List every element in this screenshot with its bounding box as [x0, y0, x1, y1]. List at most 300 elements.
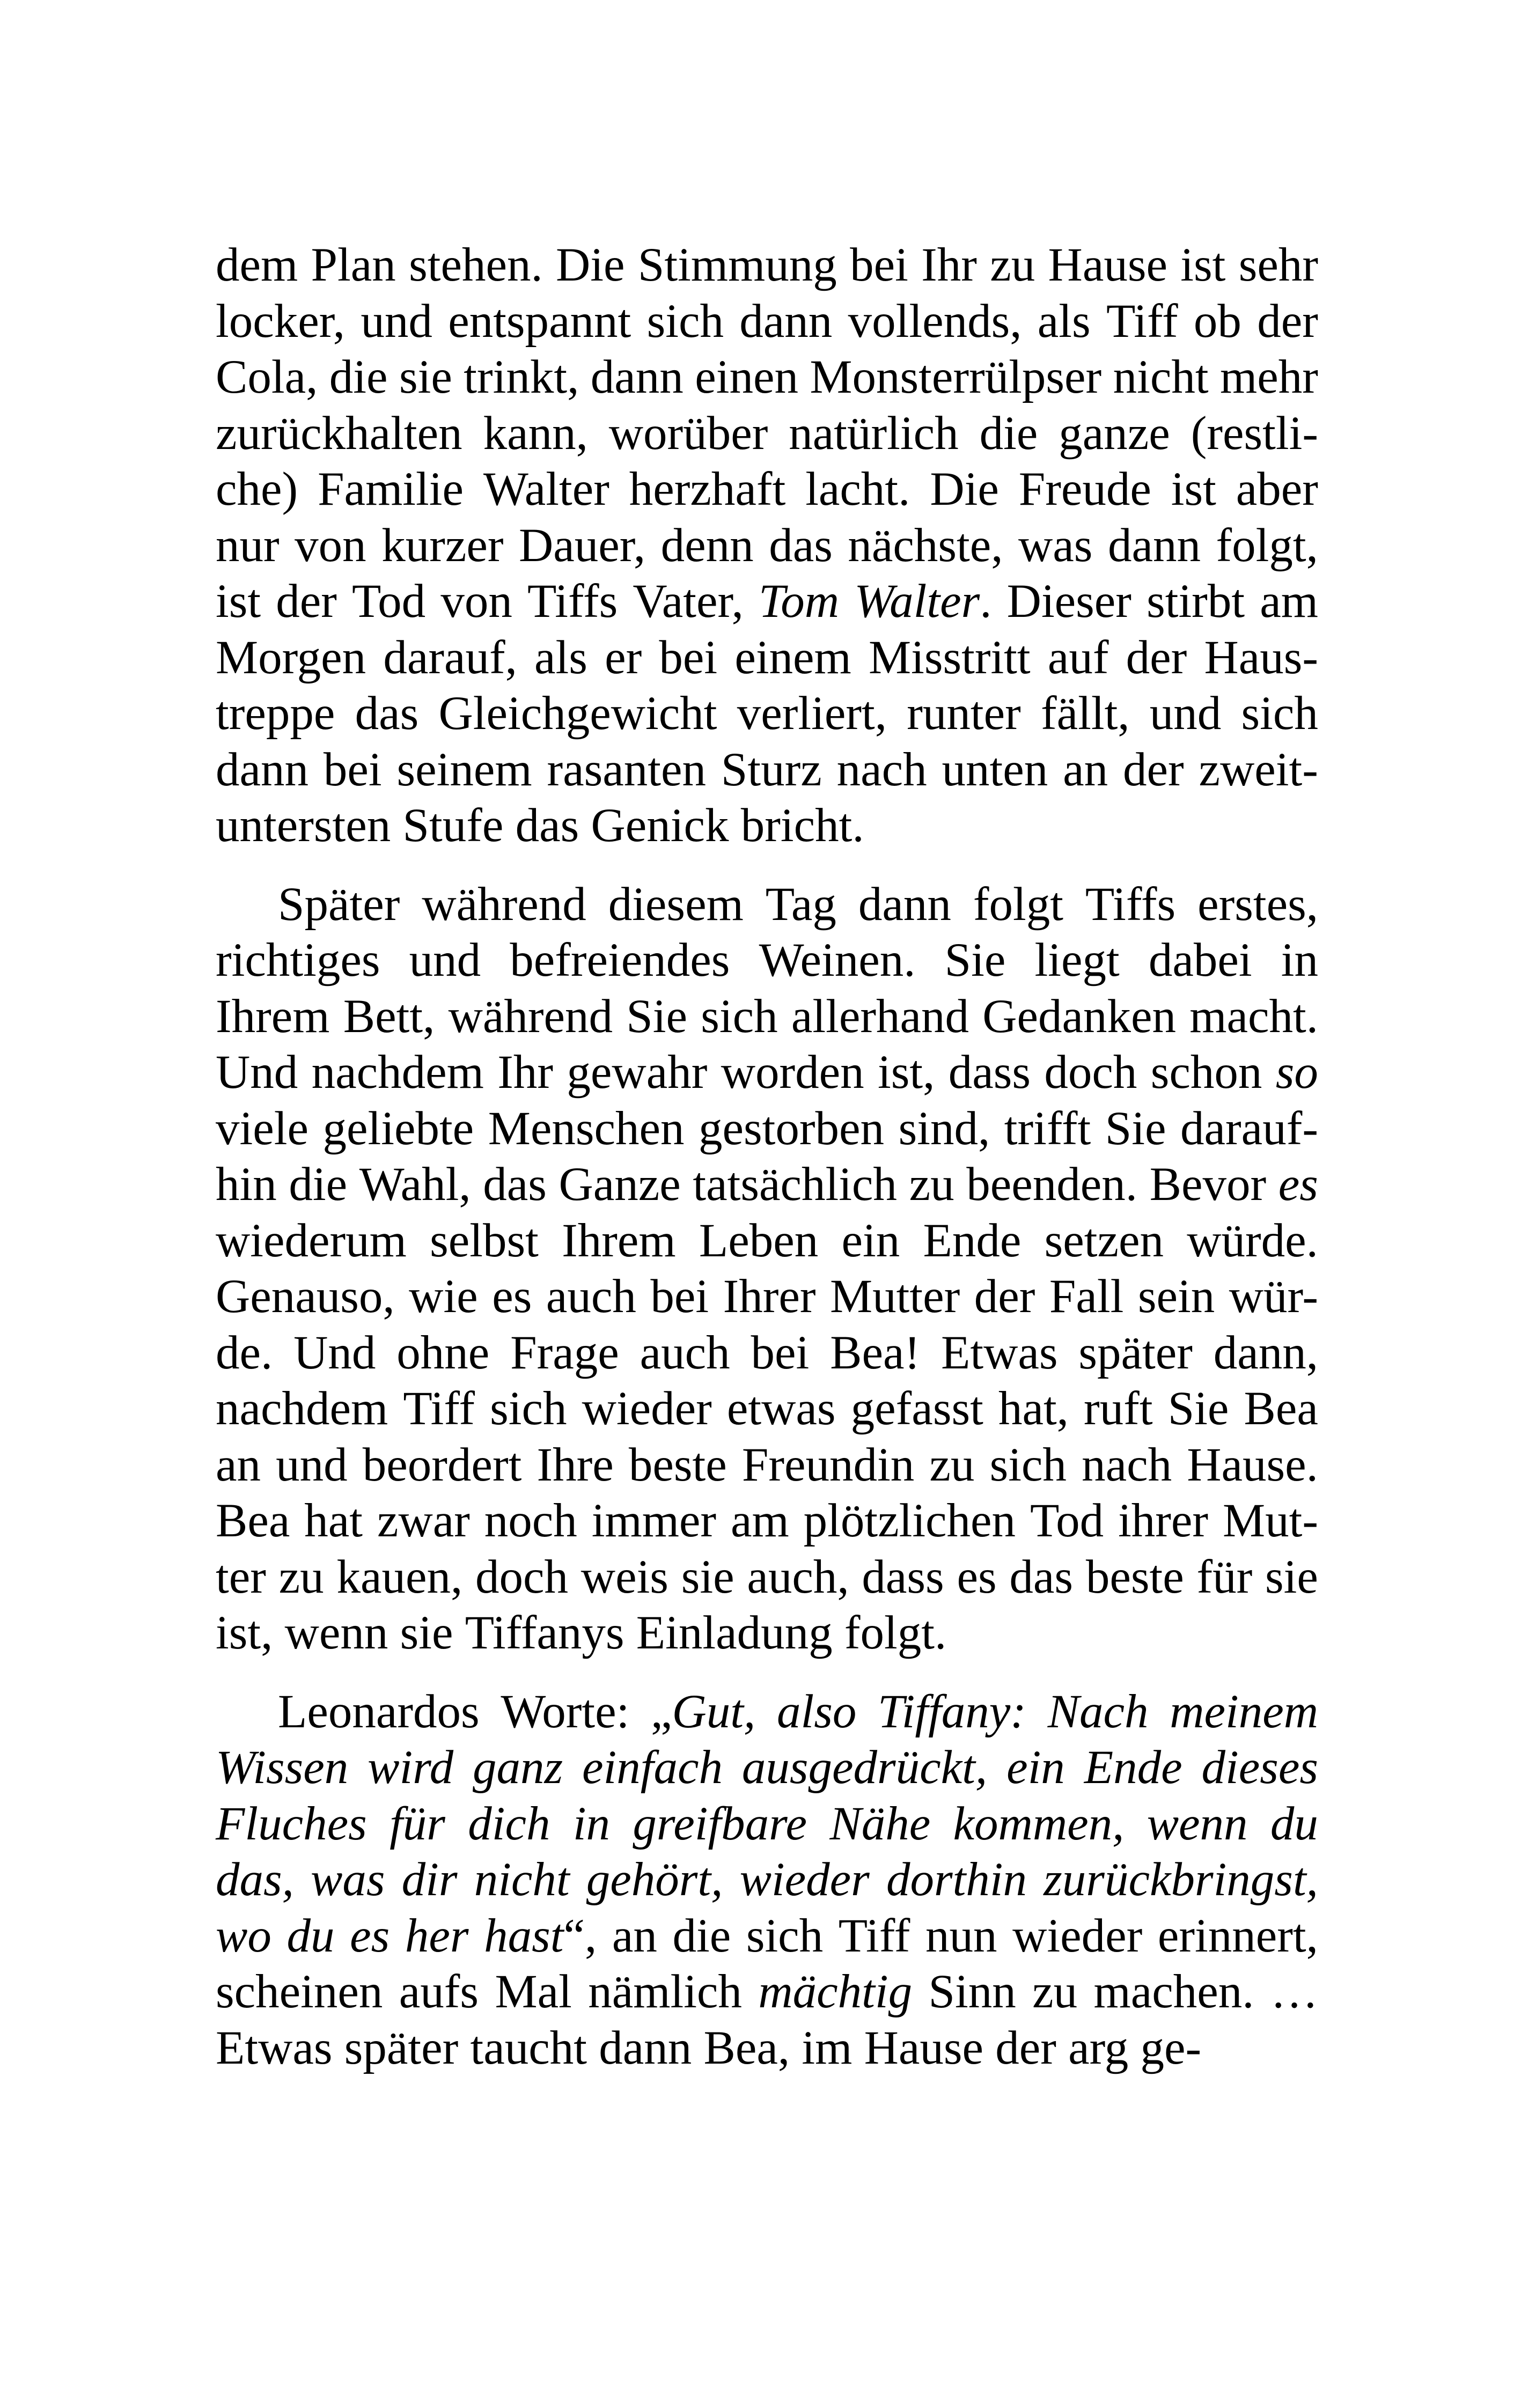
word: das	[515, 799, 579, 852]
word: Genauso,	[216, 1270, 395, 1323]
word: sie	[1265, 1550, 1318, 1603]
word: stehen.	[409, 239, 543, 291]
word: der	[1123, 743, 1184, 796]
word: Ende	[1084, 1741, 1182, 1794]
word: meinem	[1170, 1685, 1318, 1738]
word: ganz	[472, 1741, 563, 1794]
word: auf	[1047, 631, 1109, 684]
word: wo	[216, 1909, 271, 1962]
word: gefasst	[850, 1382, 983, 1435]
word: zurückhalten	[216, 407, 462, 460]
word: dir	[401, 1853, 458, 1906]
word: beste	[628, 1438, 727, 1491]
word: es	[350, 1909, 390, 1962]
word: dieses	[1201, 1741, 1318, 1794]
word: einfach	[582, 1741, 723, 1794]
word: sich	[701, 990, 778, 1043]
word: Fall	[1049, 1270, 1124, 1323]
word: ist	[1171, 463, 1216, 516]
word: Weinen.	[759, 934, 916, 986]
word: die	[979, 407, 1038, 460]
word: entspannt	[448, 294, 631, 348]
word: setzen	[1044, 1214, 1164, 1267]
word: Tag	[765, 878, 836, 931]
text-line	[216, 1269, 1318, 1325]
word: Dieser	[1006, 575, 1131, 628]
word: Morgen	[216, 631, 366, 684]
word: befreiendes	[510, 934, 730, 986]
word: trinkt,	[464, 351, 579, 403]
word: Und	[216, 1046, 298, 1099]
word: runter	[907, 687, 1021, 740]
word: ge-	[1140, 2021, 1202, 2074]
word: Ihrer	[723, 1270, 816, 1323]
word: zu	[278, 1550, 324, 1603]
word: die	[289, 1158, 348, 1211]
word: allerhand	[791, 990, 969, 1043]
word: scheinen	[216, 1965, 383, 2018]
word: ein	[841, 1214, 900, 1267]
word: Familie	[318, 463, 464, 516]
word: Bea,	[703, 2021, 790, 2074]
word: Dauer,	[519, 519, 646, 572]
word: zurückbringst,	[1044, 1853, 1318, 1906]
word: von	[440, 575, 512, 628]
word: worden	[721, 1046, 864, 1099]
word: worüber	[608, 407, 768, 460]
word: herzhaft	[629, 463, 786, 516]
word: in	[1281, 934, 1318, 986]
word: Etwas	[216, 2021, 333, 2074]
text-line	[216, 461, 1318, 518]
word: der	[1257, 294, 1318, 348]
word: Tiffany:	[878, 1685, 1026, 1738]
word: nicht	[474, 1853, 570, 1906]
word: zu	[990, 239, 1035, 291]
word: nämlich	[588, 1965, 742, 2018]
word: während	[422, 878, 586, 931]
word: Sie	[1167, 1382, 1229, 1435]
word: Und	[293, 1326, 376, 1379]
text-line	[216, 1101, 1318, 1157]
word: ganze	[1059, 407, 1170, 460]
word: das	[1009, 1550, 1074, 1603]
word: wiederum	[216, 1214, 407, 1267]
word: folgt.	[844, 1607, 947, 1659]
word: der	[1126, 631, 1187, 684]
word: Tiff	[838, 1909, 910, 1962]
word: als	[534, 631, 587, 684]
word: …	[1270, 1965, 1318, 2018]
word: folgt,	[1216, 519, 1318, 572]
paragraph	[216, 877, 1318, 1661]
word: an	[1063, 743, 1108, 796]
word: (restli-	[1191, 407, 1318, 460]
word: nachdem	[216, 1382, 388, 1435]
word: was	[1018, 519, 1093, 572]
word: einen	[695, 351, 798, 403]
word: während	[448, 990, 613, 1043]
word: bei	[850, 239, 908, 291]
word: plötzlichen	[803, 1494, 1016, 1547]
word: sich	[989, 1438, 1067, 1491]
word: wieder	[1012, 1909, 1143, 1962]
word: das	[769, 519, 833, 572]
word: an	[216, 1438, 261, 1491]
word: Sie	[944, 934, 1006, 986]
word: und	[409, 934, 481, 986]
word: Menschen	[488, 1102, 685, 1155]
text-line	[216, 1852, 1318, 1908]
word: der	[995, 2021, 1056, 2074]
word: Sie	[626, 990, 687, 1043]
word: sich	[746, 1909, 824, 1962]
word: es	[1278, 1158, 1318, 1211]
word: von	[295, 519, 366, 572]
word: Mal	[495, 1965, 572, 2018]
word: und	[276, 1438, 348, 1491]
word: natürlich	[789, 407, 959, 460]
paragraph	[216, 237, 1318, 854]
text-line	[216, 1964, 1318, 2020]
word: wieder	[739, 1853, 870, 1906]
word: Tod	[1030, 1494, 1104, 1547]
word: ausgedrückt,	[741, 1741, 988, 1794]
text-line	[216, 877, 1318, 933]
word: ohne	[396, 1326, 490, 1379]
word: selbst	[430, 1214, 539, 1267]
word: Tiffs	[527, 575, 618, 628]
word: wie	[409, 1270, 478, 1323]
word: beenden.	[966, 1158, 1137, 1211]
word: sein	[1137, 1270, 1215, 1323]
word: Stimmung	[637, 239, 837, 291]
text-line	[216, 1684, 1318, 1740]
word: wieder	[582, 1382, 712, 1435]
text-line	[216, 349, 1318, 406]
word: sie	[399, 351, 452, 403]
text-line	[216, 1213, 1318, 1269]
text-line	[216, 798, 1318, 854]
text-line	[216, 686, 1318, 742]
word: am	[730, 1494, 789, 1547]
word: dich	[468, 1797, 550, 1850]
text-line	[216, 742, 1318, 798]
word: folgt	[973, 878, 1063, 931]
word: Vater,	[633, 575, 744, 628]
word: weis	[581, 1550, 668, 1603]
text-line	[216, 518, 1318, 574]
word: erinnert,	[1157, 1909, 1318, 1962]
word: Wahl,	[359, 1158, 471, 1211]
text-line	[216, 2020, 1318, 2076]
word: das	[483, 1158, 547, 1211]
word: vollends,	[848, 294, 1022, 348]
word: nur	[216, 519, 280, 572]
word: kommen,	[953, 1797, 1125, 1850]
word: sie	[681, 1550, 734, 1603]
word: Tod	[352, 575, 426, 628]
word: auch,	[747, 1550, 849, 1603]
text-line	[216, 1908, 1318, 1964]
word: Tiff	[1106, 294, 1178, 348]
word: Freude	[1018, 463, 1151, 516]
word: es	[492, 1270, 532, 1323]
word: ein	[1006, 1741, 1065, 1794]
word: ter	[216, 1550, 266, 1603]
word: Bett,	[343, 990, 435, 1043]
word: dann	[1107, 519, 1201, 572]
word: du	[1270, 1797, 1318, 1850]
word: gehört,	[586, 1853, 723, 1906]
word: sich	[490, 1382, 567, 1435]
word: lacht.	[805, 463, 910, 516]
text-line	[216, 1796, 1318, 1852]
word: sich	[646, 294, 724, 348]
word: che)	[216, 463, 298, 516]
body-text	[216, 237, 1318, 2076]
word: kann,	[483, 407, 588, 460]
word: darauf-	[1180, 1102, 1318, 1155]
word: Die	[930, 463, 999, 516]
word: immer	[591, 1494, 717, 1547]
word: Misstritt	[868, 631, 1031, 684]
word: wird	[368, 1741, 454, 1794]
word: ist	[216, 575, 261, 628]
word: seinem	[396, 743, 532, 796]
word: wür-	[1229, 1270, 1318, 1323]
word: Walter.	[854, 575, 992, 628]
word: Einladung	[636, 1607, 833, 1659]
word: Stufe	[402, 799, 504, 852]
word: denn	[660, 519, 754, 572]
word: am	[1260, 575, 1318, 628]
word: nicht	[1113, 351, 1209, 403]
word: Bea	[1244, 1382, 1318, 1435]
word: mächtig	[758, 1965, 913, 2018]
text-line	[216, 573, 1318, 630]
word: dann	[739, 294, 833, 348]
word: Fluches	[216, 1797, 367, 1850]
word: Bevor	[1149, 1158, 1267, 1211]
word: Etwas	[940, 1326, 1058, 1379]
word: Später	[278, 878, 400, 931]
word: schon	[1150, 1046, 1262, 1099]
word: bricht.	[740, 799, 864, 852]
word: für	[1196, 1550, 1253, 1603]
word: liegt	[1034, 934, 1120, 986]
word: im	[802, 2021, 853, 2074]
text-line	[216, 1325, 1318, 1381]
word: sind,	[898, 1102, 990, 1155]
word: Genick	[591, 799, 729, 852]
word: machen.	[1093, 1965, 1254, 2018]
word: dorthin	[886, 1853, 1027, 1906]
word: zu	[909, 1158, 954, 1211]
word: geliebte	[322, 1102, 474, 1155]
word: würde.	[1187, 1214, 1318, 1267]
text-line	[216, 1493, 1318, 1549]
paragraph	[216, 1684, 1318, 2076]
text-line	[216, 989, 1318, 1045]
word: Ihr	[497, 1046, 554, 1099]
word: ob	[1193, 294, 1241, 348]
word: ihrer	[1118, 1494, 1209, 1547]
word: bei	[650, 1270, 709, 1323]
word: Wissen	[216, 1741, 349, 1794]
word: zu	[929, 1438, 975, 1491]
word: richtiges	[216, 934, 380, 986]
word: sie	[400, 1607, 453, 1659]
word: bei	[659, 631, 718, 684]
word: nachdem	[311, 1046, 484, 1099]
word: locker,	[216, 294, 346, 348]
word: an	[612, 1909, 657, 1962]
word: doch	[475, 1550, 569, 1603]
word: Bea!	[830, 1326, 921, 1379]
word: zu	[1032, 1965, 1078, 2018]
word: als	[1037, 294, 1091, 348]
word: Tiffanys	[465, 1607, 624, 1659]
word: also	[776, 1685, 857, 1738]
text-line	[216, 1740, 1318, 1796]
text-line	[216, 1157, 1318, 1213]
text-line	[216, 932, 1318, 989]
word: dem	[216, 239, 298, 291]
word: Sturz	[721, 743, 822, 796]
word: so	[1275, 1046, 1318, 1099]
word: diesem	[608, 878, 744, 931]
word: dann	[590, 351, 684, 403]
word: Die	[556, 239, 625, 291]
word: Tiffs	[1085, 878, 1176, 931]
word: Ihrem	[562, 1214, 676, 1267]
word: trifft	[1004, 1102, 1091, 1155]
word: später	[344, 2021, 459, 2074]
word: Ende	[923, 1214, 1022, 1267]
word: Hause.	[1187, 1438, 1318, 1491]
word: wenn	[284, 1607, 388, 1659]
word: Leonardos	[278, 1685, 480, 1738]
text-line	[216, 1437, 1318, 1493]
text-line	[216, 237, 1318, 293]
word: sehr	[1238, 239, 1318, 291]
word: verliert,	[737, 687, 887, 740]
word: aufs	[399, 1965, 479, 2018]
word: es	[957, 1550, 997, 1603]
word: dann	[599, 2021, 692, 2074]
word: das,	[216, 1853, 294, 1906]
word: Nähe	[829, 1797, 931, 1850]
word: dass	[948, 1046, 1031, 1099]
word: was	[311, 1853, 385, 1906]
word: hat,	[998, 1382, 1069, 1435]
word: später	[1078, 1326, 1193, 1379]
word: und	[1149, 687, 1222, 740]
word: hast“,	[484, 1909, 597, 1962]
word: etwas	[726, 1382, 836, 1435]
word: Hause	[1048, 239, 1167, 291]
word: Bea	[216, 1494, 290, 1547]
word: treppe	[216, 687, 335, 740]
word: doch	[1044, 1046, 1137, 1099]
word: taucht	[470, 2021, 587, 2074]
text-line	[216, 630, 1318, 686]
word: tatsächlich	[693, 1158, 897, 1211]
word: Ganze	[559, 1158, 681, 1211]
word: bei	[323, 743, 382, 796]
text-line	[216, 1044, 1318, 1101]
word: unten	[942, 743, 1048, 796]
word: Sinn	[928, 1965, 1016, 2018]
word: Gedanken	[982, 990, 1177, 1043]
word: beste	[1085, 1550, 1184, 1603]
word: Frage	[510, 1326, 619, 1379]
text-line	[216, 1549, 1318, 1606]
word: Ihrem	[216, 990, 330, 1043]
word: bei	[751, 1326, 810, 1379]
text-line	[216, 293, 1318, 350]
word: dabei	[1148, 934, 1252, 986]
word: auch	[640, 1326, 730, 1379]
word: nun	[925, 1909, 997, 1962]
word: darauf,	[383, 631, 517, 684]
word: Freundin	[741, 1438, 915, 1491]
word: Worte:	[501, 1685, 630, 1738]
word: macht.	[1189, 990, 1318, 1043]
word: Walter	[483, 463, 609, 516]
word: kauen,	[336, 1550, 463, 1603]
word: mehr	[1220, 351, 1318, 403]
word: zwar	[377, 1494, 470, 1547]
word: ruft	[1084, 1382, 1153, 1435]
word: noch	[484, 1494, 577, 1547]
word: und	[361, 294, 432, 348]
word: Hause	[864, 2021, 984, 2074]
word: für	[390, 1797, 445, 1850]
word: Gleichgewicht	[438, 687, 717, 740]
word: in	[572, 1797, 611, 1850]
word: „Gut,	[651, 1685, 756, 1738]
word: her	[405, 1909, 469, 1962]
word: Plan	[311, 239, 396, 291]
word: Mutter	[830, 1270, 960, 1323]
word: Sie	[1105, 1102, 1166, 1155]
text-line	[216, 1605, 1318, 1661]
word: wenn	[1147, 1797, 1248, 1850]
word: stirbt	[1147, 575, 1245, 628]
word: die	[672, 1909, 731, 1962]
word: viele	[216, 1102, 308, 1155]
word: hat	[304, 1494, 363, 1547]
word: gewahr	[567, 1046, 708, 1099]
word: zweit-	[1199, 743, 1318, 796]
word: gestorben	[699, 1102, 885, 1155]
word: Monsterrülpser	[810, 351, 1102, 403]
word: de.	[216, 1326, 273, 1379]
word: der	[974, 1270, 1035, 1323]
word: ist	[1180, 239, 1226, 291]
word: nach	[836, 743, 927, 796]
word: einem	[734, 631, 851, 684]
word: Ihre	[537, 1438, 614, 1491]
word: rasanten	[547, 743, 706, 796]
word: das	[355, 687, 419, 740]
word: Haus-	[1204, 631, 1318, 684]
word: dann	[216, 743, 309, 796]
text-line	[216, 1381, 1318, 1437]
word: beordert	[362, 1438, 522, 1491]
